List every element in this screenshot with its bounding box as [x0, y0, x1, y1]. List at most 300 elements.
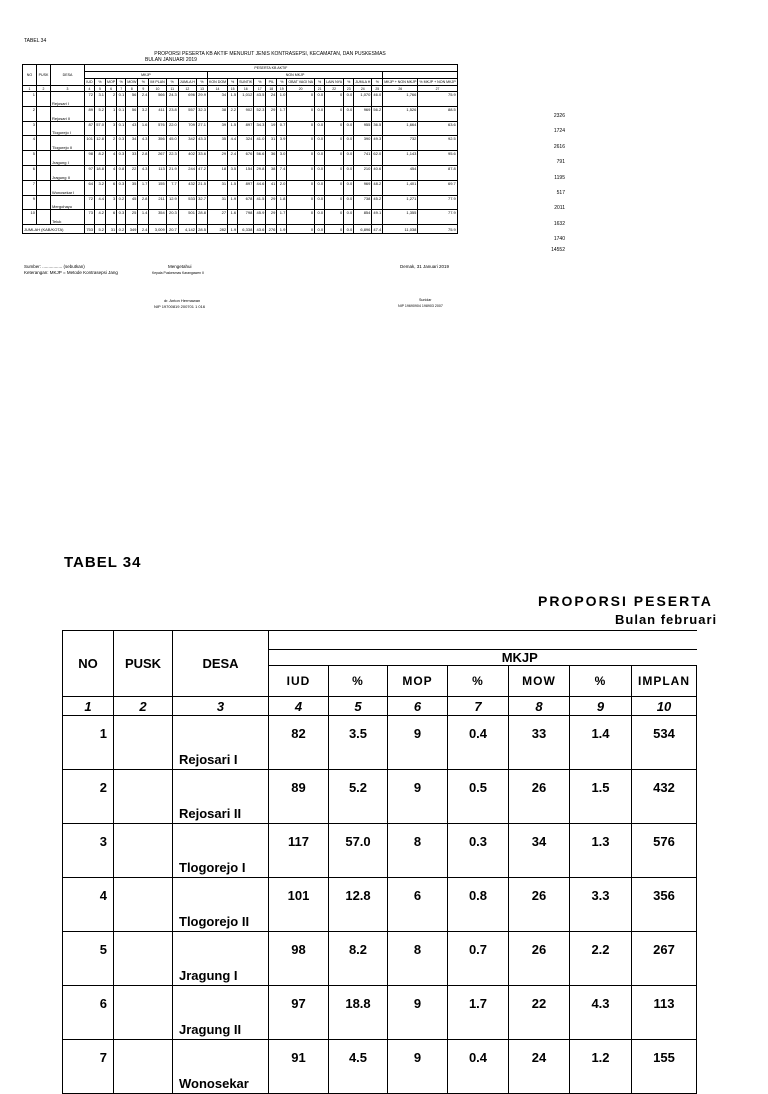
cell-value: 52.3	[254, 106, 266, 121]
cell-value: 0.0	[344, 210, 354, 225]
col-number: 7	[117, 86, 126, 92]
row-desa: Jragung I	[173, 932, 269, 986]
cell-value: 432	[178, 180, 196, 195]
cell-value: 0	[325, 180, 344, 195]
row-pusk	[114, 878, 173, 932]
cell-value: 22.3	[166, 151, 178, 166]
cell-value: 0.0	[344, 151, 354, 166]
cell-value: 0	[325, 121, 344, 136]
cell-value: 38	[207, 106, 227, 121]
cell-value: 709	[178, 121, 196, 136]
cell-value: 741	[354, 151, 372, 166]
cell-value: 6	[106, 210, 117, 225]
cell-value: 87	[85, 121, 95, 136]
cell-value: 676	[238, 151, 254, 166]
cell-value: 12.9	[166, 195, 178, 210]
cell-value: 576	[149, 121, 166, 136]
report-period: BULAN JANUARI 2019	[145, 57, 197, 63]
cell-value: 411	[149, 106, 166, 121]
cell-value: 26	[509, 932, 570, 986]
acknowledged-label: Mengetahui	[168, 264, 192, 269]
cell-value: 534	[632, 716, 697, 770]
row-pusk	[37, 180, 51, 195]
col-header: %	[95, 79, 106, 86]
cell-value: 356	[632, 878, 697, 932]
row-pusk	[114, 824, 173, 878]
cell-value: 678	[238, 195, 254, 210]
col-number: 20	[287, 86, 315, 92]
cell-value: 7.7	[166, 180, 178, 195]
total-value: 31	[106, 225, 117, 234]
kb-proportion-table-january	[22, 64, 458, 234]
cell-value: 8	[388, 932, 448, 986]
cell-value: 3.5	[228, 165, 238, 180]
cell-value: 34	[207, 92, 227, 107]
cell-value: 267	[632, 932, 697, 986]
cell-value: 22.0	[166, 121, 178, 136]
cell-value: 0	[287, 165, 315, 180]
cell-value: 390	[354, 136, 372, 151]
cell-value: 0	[325, 210, 344, 225]
row-pusk	[37, 92, 51, 107]
total-value: 3,009	[149, 225, 166, 234]
cell-value: 0.8	[117, 165, 126, 180]
cell-value: 18.8	[95, 165, 106, 180]
col-desa: DESA	[173, 631, 269, 697]
row-pusk	[37, 136, 51, 151]
cell-value: 0.0	[344, 121, 354, 136]
col-number: 3	[173, 697, 269, 716]
row-no: 6	[23, 165, 37, 180]
cell-value: 26	[509, 878, 570, 932]
row-pusk	[114, 986, 173, 1040]
cell-value: 41.5	[254, 195, 266, 210]
cell-value: 97	[85, 165, 95, 180]
cell-value: 210	[354, 165, 372, 180]
cell-value: 1.6	[228, 210, 238, 225]
col-header: %	[138, 79, 149, 86]
cell-value: 49.3	[372, 136, 383, 151]
col-number: 2	[37, 86, 51, 92]
cell-value: 1.4	[570, 716, 632, 770]
cell-value: 82	[269, 716, 329, 770]
cell-value: 28.8	[196, 210, 207, 225]
row-no: 6	[63, 986, 114, 1040]
cell-value: 23.8	[166, 106, 178, 121]
cell-value: 87.8	[418, 165, 457, 180]
col-number: 24	[354, 86, 372, 92]
total-value: 1.9	[228, 225, 238, 234]
cell-value: 454	[383, 165, 418, 180]
total-value: 0.2	[118, 226, 125, 232]
cell-value: 9	[388, 716, 448, 770]
cell-value: 77.9	[418, 195, 457, 210]
cell-value: 155	[632, 1040, 697, 1094]
row-total-target: 2326	[553, 113, 565, 119]
cell-value: 1.5	[228, 180, 238, 195]
col-header: %	[372, 79, 383, 86]
row-no: 3	[63, 824, 114, 878]
cell-value: 1.5	[570, 770, 632, 824]
col-number: 4	[85, 86, 95, 92]
cell-value: 557	[178, 106, 196, 121]
cell-value: 32.7	[196, 195, 207, 210]
cell-value: 3.0	[277, 151, 287, 166]
cell-value: 44.6	[254, 180, 266, 195]
cell-value: 29.9	[196, 92, 207, 107]
table-row	[23, 180, 458, 195]
col-number: 8	[509, 697, 570, 716]
source-note: Sumber: ................ (sebutkan)	[24, 264, 85, 269]
cell-value: 0.5	[448, 770, 509, 824]
cell-value: 0.1	[117, 121, 126, 136]
col-desa: DESA	[51, 65, 85, 86]
report-page-january	[0, 0, 768, 540]
table-row	[23, 151, 458, 166]
col-no: NO	[23, 65, 37, 86]
cell-value: 3.3	[570, 878, 632, 932]
cell-value: 1.3	[570, 824, 632, 878]
cell-value: 35	[207, 136, 227, 151]
col-header: %	[448, 666, 509, 697]
cell-value: 2.4	[138, 92, 149, 107]
cell-value: 0	[287, 121, 315, 136]
cell-value: 798	[238, 210, 254, 225]
cell-value: 0.0	[315, 151, 325, 166]
row-desa: Jragung II	[51, 165, 85, 180]
col-header: PIL	[266, 79, 277, 86]
cell-value: 0.4	[448, 716, 509, 770]
col-number: 11	[166, 86, 178, 92]
cell-value: 95.6	[418, 151, 457, 166]
cell-value: 6	[388, 878, 448, 932]
report-title-zoomed: PROPORSI PESERTA	[538, 593, 713, 609]
cell-value: 0	[325, 165, 344, 180]
cell-value: 24	[509, 1040, 570, 1094]
cell-value: 89	[85, 106, 95, 121]
cell-value: 3.1	[95, 92, 106, 107]
col-header: %	[166, 79, 178, 86]
row-desa: Jragung II	[173, 986, 269, 1040]
col-number: 4	[269, 697, 329, 716]
cell-value: 92.5	[418, 136, 457, 151]
cell-value: 0.1	[117, 92, 126, 107]
cell-value: 4	[106, 151, 117, 166]
col-header: KON DOM	[208, 80, 227, 84]
col-number: 23	[344, 86, 354, 92]
cell-value: 533	[178, 195, 196, 210]
cell-value: 0.0	[344, 136, 354, 151]
cell-value: 0	[325, 92, 344, 107]
col-number: 14	[207, 86, 227, 92]
row-total-target: 1740	[553, 236, 565, 243]
cell-value: 0.0	[344, 92, 354, 107]
cell-value: 0.0	[344, 195, 354, 210]
cell-value: 244	[178, 165, 196, 180]
group-mkjp: MKJP	[269, 650, 697, 666]
cell-value: 0.3	[117, 180, 126, 195]
table-row	[63, 932, 697, 986]
cell-value: 1,664	[383, 121, 418, 136]
row-desa: Rejosari I	[51, 92, 85, 107]
cell-value: 1.2	[570, 1040, 632, 1094]
cell-value: 8.2	[329, 932, 388, 986]
cell-value: 101	[269, 878, 329, 932]
cell-value: 8.2	[95, 151, 106, 166]
row-desa: Wonosekar	[173, 1040, 269, 1094]
col-header: %	[196, 79, 207, 86]
col-header: MOP	[107, 80, 116, 84]
cell-value: 4.3	[570, 986, 632, 1040]
cell-value: 26	[509, 770, 570, 824]
cell-value: 1.4	[138, 210, 149, 225]
col-number: 2	[114, 697, 173, 716]
cell-value: 0	[287, 151, 315, 166]
cell-value: 113	[632, 986, 697, 1040]
table-label-zoomed: TABEL 34	[64, 554, 142, 571]
col-number: 9	[570, 697, 632, 716]
cell-value: 1.8	[277, 195, 287, 210]
cell-value: 18.8	[329, 986, 388, 1040]
cell-value: 5.2	[329, 770, 388, 824]
cell-value: 4.5	[329, 1040, 388, 1094]
col-header: SUNTIK	[239, 80, 253, 84]
col-number: 12	[178, 86, 196, 92]
cell-value: 576	[632, 824, 697, 878]
col-header: LAIN NYA	[326, 80, 343, 84]
cell-value: 4.3	[138, 165, 149, 180]
cell-value: 32.3	[196, 106, 207, 121]
cell-value: 0.0	[315, 136, 325, 151]
cell-value: 41.0	[254, 136, 266, 151]
total-value: 4,142	[178, 225, 196, 234]
table-row	[63, 824, 697, 878]
total-value: 0.0	[344, 225, 354, 234]
row-desa: Rejosari II	[51, 106, 85, 121]
table-row	[63, 1040, 697, 1094]
cell-value: 33	[126, 151, 138, 166]
cell-value: 324	[238, 136, 254, 151]
col-header: IUD	[269, 666, 329, 697]
row-no: 10	[23, 210, 37, 225]
cell-value: 354	[149, 210, 166, 225]
row-pusk	[37, 165, 51, 180]
cell-value: 1,012	[238, 92, 254, 107]
col-number: 26	[383, 86, 418, 92]
cell-value: 2.2	[228, 106, 238, 121]
col-number: 1	[63, 697, 114, 716]
signatory-1-name: dr. Anton Hermawan	[164, 298, 201, 303]
row-no: 1	[23, 92, 37, 107]
cell-value: 57.0	[95, 121, 106, 136]
total-value: 2.4	[138, 225, 149, 234]
report-page-february	[0, 540, 768, 1091]
cell-value: 3.5	[329, 716, 388, 770]
col-number: 27	[418, 86, 457, 92]
group-mkjp: MKJP	[85, 72, 208, 79]
cell-value: 38	[266, 165, 277, 180]
col-header: JUMLA H	[179, 80, 195, 84]
table-row	[23, 92, 458, 107]
cell-value: 47.2	[196, 165, 207, 180]
col-number: 5	[95, 86, 106, 92]
cell-value: 0.0	[315, 210, 325, 225]
row-total-target: 791	[556, 159, 565, 166]
cell-value: 4.2	[95, 210, 106, 225]
cell-value: 117	[269, 824, 329, 878]
cell-value: 75.9	[418, 92, 457, 107]
table-row	[63, 716, 697, 770]
cell-value: 2.4	[228, 151, 238, 166]
cell-value: 29	[266, 195, 277, 210]
cell-value: 1,271	[383, 195, 418, 210]
cell-value: 2.8	[138, 195, 149, 210]
row-no: 9	[23, 195, 37, 210]
cell-value: 3	[106, 195, 117, 210]
row-desa: Tlogorejo II	[173, 878, 269, 932]
cell-value: 22	[126, 165, 138, 180]
col-header: %	[315, 79, 325, 86]
cell-value: 0.0	[315, 106, 325, 121]
cell-value: 34	[509, 824, 570, 878]
row-desa: Jragung I	[51, 151, 85, 166]
row-total-target: 2616	[553, 143, 565, 150]
total-value: 11,038	[383, 225, 418, 234]
row-no: 2	[23, 106, 37, 121]
cell-value: 0	[287, 180, 315, 195]
cell-value: 4.4	[95, 195, 106, 210]
cell-value: 3.2	[138, 106, 149, 121]
table-row	[23, 136, 458, 151]
cell-value: 6	[106, 180, 117, 195]
table-row	[63, 878, 697, 932]
cell-value: 0.0	[344, 106, 354, 121]
row-total-target: 2011	[554, 205, 565, 212]
cell-value: 19	[266, 121, 277, 136]
cell-value: 0	[325, 136, 344, 151]
cell-value: 0	[325, 106, 344, 121]
row-pusk	[37, 210, 51, 225]
cell-value: 1.7	[138, 180, 149, 195]
col-number: 3	[51, 86, 85, 92]
cell-value: 27.1	[196, 121, 207, 136]
cell-value: 29.8	[254, 165, 266, 180]
cell-value: 1.7	[277, 210, 287, 225]
cell-value: 45	[126, 195, 138, 210]
cell-value: 24.3	[166, 92, 178, 107]
row-desa: Tlogorejo II	[51, 136, 85, 151]
total-value: 6,338	[238, 225, 254, 234]
group-peserta-kb-aktif: PESERTA KB AKTIF	[85, 65, 458, 72]
cell-value: 12.8	[95, 136, 106, 151]
cell-value: 77.9	[418, 210, 457, 225]
group-non-mkjp: NON MKJP	[207, 72, 382, 79]
col-header: JUMLA H	[355, 80, 371, 84]
cell-value: 0	[287, 92, 315, 107]
cell-value: 0.0	[315, 121, 325, 136]
total-row	[23, 225, 458, 234]
cell-value: 356	[149, 136, 166, 151]
cell-value: 1	[106, 106, 117, 121]
total-value: 6,896	[354, 225, 372, 234]
cell-value: 0.3	[117, 136, 126, 151]
cell-value: 56.6	[254, 151, 266, 166]
cell-value: 0.2	[117, 195, 126, 210]
row-total-target: 1195	[554, 174, 565, 181]
cell-value: 1,070	[354, 92, 372, 107]
cell-value: 211	[149, 195, 166, 210]
signatory-2-name: Sunidar	[419, 298, 432, 302]
col-header: MOW	[509, 666, 570, 697]
cell-value: 5.2	[95, 106, 106, 121]
report-date: Demak, 31 Januari 2019	[400, 264, 450, 269]
total-value: 5.2	[95, 225, 106, 234]
cell-value: 21.9	[166, 165, 178, 180]
col-number: 1	[23, 86, 37, 92]
total-value: 47.4	[373, 226, 382, 232]
cell-value: 18	[207, 165, 227, 180]
cell-value: 0.3	[117, 151, 126, 166]
row-total-target: 1724	[553, 128, 565, 135]
cell-value: 31	[266, 136, 277, 151]
cell-value: 1,526	[383, 106, 418, 121]
cell-value: 0	[287, 195, 315, 210]
cell-value: 0.0	[344, 165, 354, 180]
cell-value: 27	[207, 210, 227, 225]
row-pusk	[37, 106, 51, 121]
total-value: 0	[287, 225, 315, 234]
cell-value: 29	[207, 151, 227, 166]
cell-value: 89	[269, 770, 329, 824]
col-pusk: PUSK	[37, 65, 51, 86]
table-row	[23, 210, 458, 225]
col-header: % MKJP + NON MKJP	[419, 80, 456, 84]
cell-value: 2.8	[138, 151, 149, 166]
cell-value: 31	[207, 195, 227, 210]
cell-value: 73	[85, 210, 95, 225]
cell-value: 2	[106, 92, 117, 107]
col-header: %	[329, 666, 388, 697]
cell-value: 88.5	[418, 106, 457, 121]
col-header: IM PLAN	[150, 80, 165, 84]
total-value: 0.0	[315, 225, 325, 234]
col-header: %	[228, 79, 238, 86]
col-header: MOW	[127, 80, 137, 84]
col-header: %	[117, 79, 126, 86]
cell-value: 0.7	[277, 121, 287, 136]
cell-value: 56	[126, 106, 138, 121]
cell-value: 732	[383, 136, 418, 151]
cell-value: 64	[85, 180, 95, 195]
cell-value: 854	[354, 210, 372, 225]
cell-value: 1.0	[277, 92, 287, 107]
cell-value: 1,766	[383, 92, 418, 107]
total-value: 1.9	[277, 225, 287, 234]
cell-value: 566	[149, 92, 166, 107]
table-row	[23, 106, 458, 121]
cell-value: 72	[85, 92, 95, 107]
col-number: 16	[238, 86, 254, 92]
cell-value: 3	[106, 121, 117, 136]
col-number: 21	[315, 86, 325, 92]
cell-value: 0.4	[448, 1040, 509, 1094]
col-header: IUD	[86, 80, 93, 84]
cell-value: 0.0	[315, 195, 325, 210]
signatory-1-nip: NIP 19700819 200701 1 016	[154, 304, 206, 309]
cell-value: 7.4	[277, 165, 287, 180]
row-no: 4	[63, 878, 114, 932]
cell-value: 41	[266, 180, 277, 195]
